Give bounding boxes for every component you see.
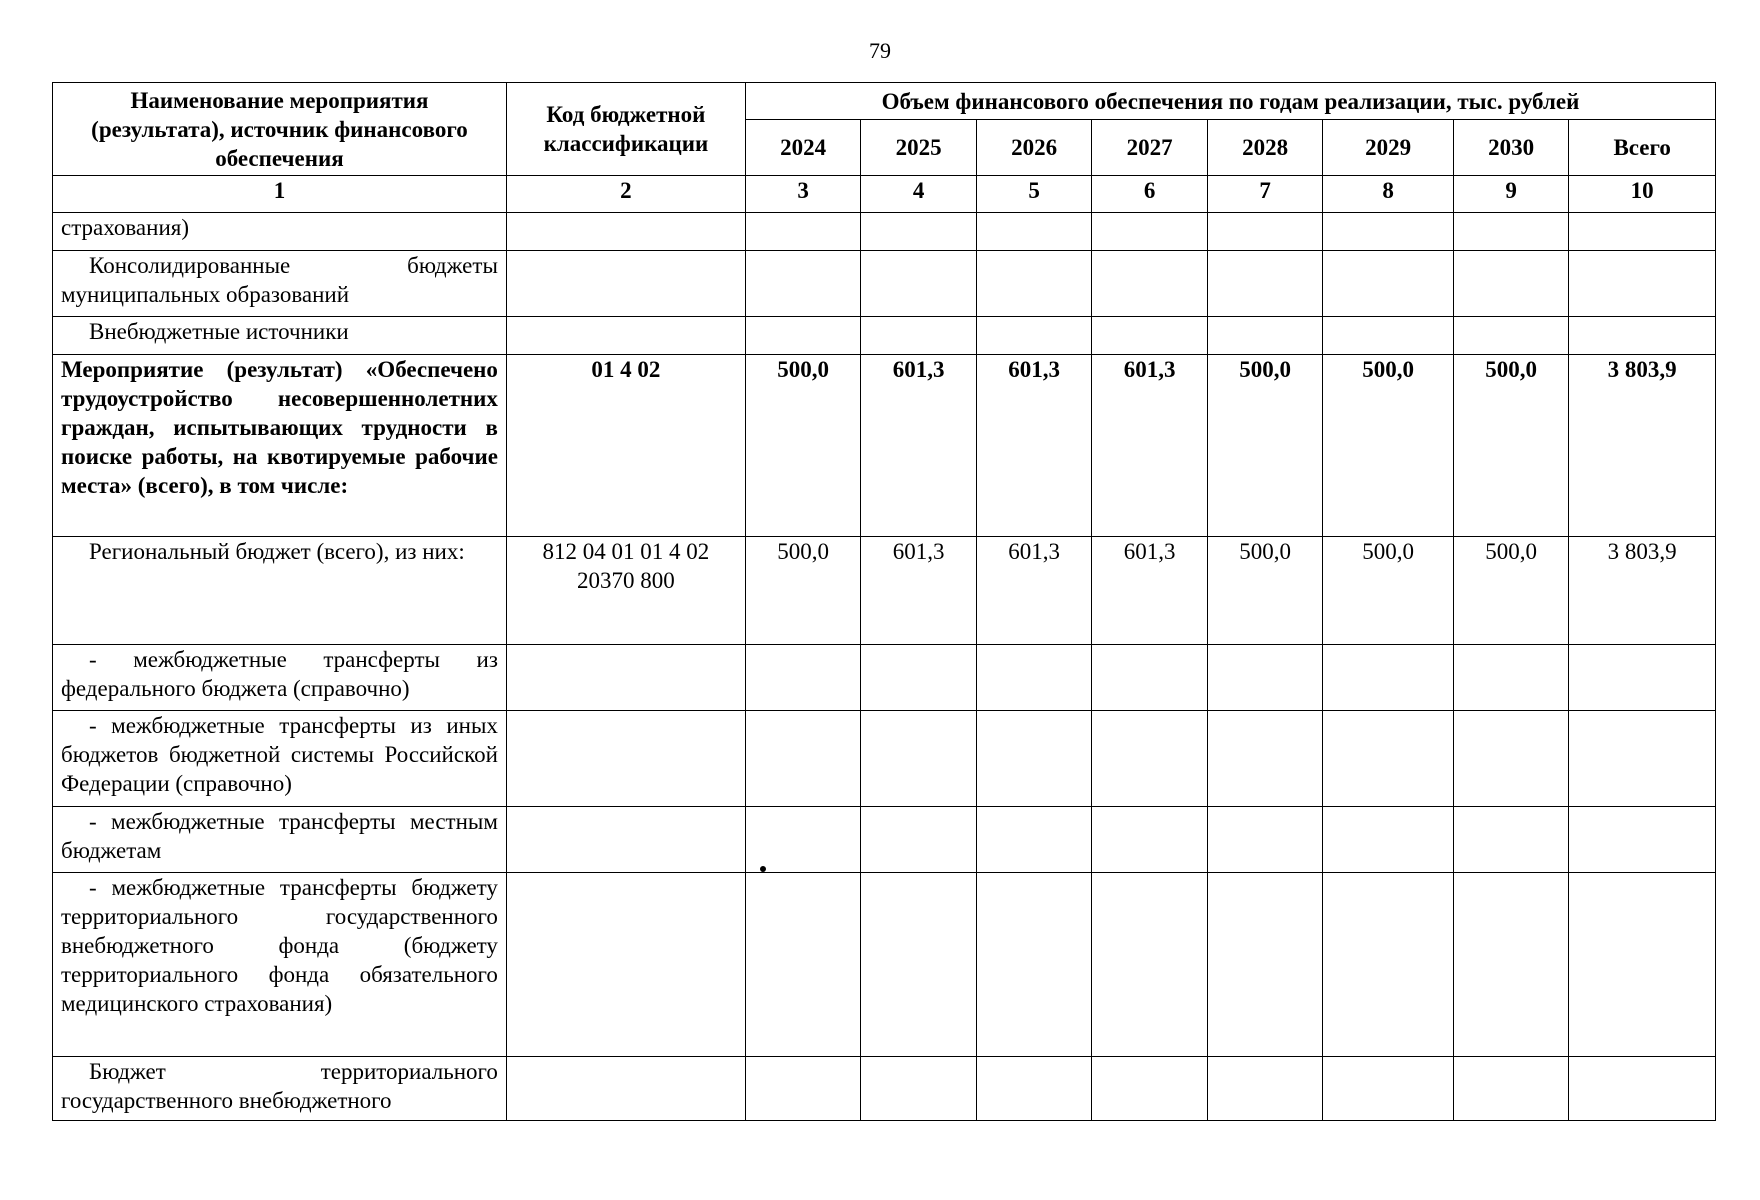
table-row	[53, 355, 1716, 537]
row-value	[976, 645, 1091, 711]
table-row	[53, 251, 1716, 317]
row-value	[976, 807, 1091, 873]
row-name: Мероприятие (результат) «Обеспечено трудоустройство несовершеннолетних граждан, испытывающих трудности в поиске работы, на квотируемые рабочие места» (всего), в том числе:	[53, 355, 507, 537]
row-value	[1092, 645, 1207, 711]
row-total: 3 803,9	[1569, 537, 1716, 645]
row-value	[1092, 873, 1207, 1057]
row-value	[976, 213, 1091, 251]
row-code	[506, 645, 745, 711]
row-value	[745, 645, 860, 711]
column-index: 2	[506, 176, 745, 213]
table-row	[53, 317, 1716, 355]
row-value	[745, 317, 860, 355]
row-value	[1092, 807, 1207, 873]
row-total	[1569, 251, 1716, 317]
row-value	[861, 251, 976, 317]
column-index: 10	[1569, 176, 1716, 213]
row-total	[1569, 645, 1716, 711]
row-value	[1453, 251, 1568, 317]
row-code: 01 4 02	[506, 355, 745, 537]
row-value	[1092, 317, 1207, 355]
row-value	[1323, 213, 1454, 251]
row-value	[1207, 251, 1322, 317]
row-value: 500,0	[1207, 355, 1322, 537]
row-name: - межбюджетные трансферты из федерального бюджета (справочно)	[53, 645, 507, 711]
row-value	[1092, 1057, 1207, 1121]
row-total	[1569, 1057, 1716, 1121]
row-value	[1207, 873, 1322, 1057]
header-volume: Объем финансового обеспечения по годам реализации, тыс. рублей	[745, 83, 1715, 120]
row-value	[1207, 317, 1322, 355]
header-year: 2028	[1207, 120, 1322, 176]
row-value	[861, 645, 976, 711]
financing-table	[52, 82, 1716, 1121]
row-value	[1453, 807, 1568, 873]
header-year: 2024	[745, 120, 860, 176]
row-value: 601,3	[976, 537, 1091, 645]
row-value	[1453, 711, 1568, 807]
header-name: Наименование мероприятия (результата), источник финансового обеспечения	[53, 83, 507, 176]
table-row	[53, 645, 1716, 711]
row-value	[1453, 1057, 1568, 1121]
table-row	[53, 711, 1716, 807]
row-value: 601,3	[1092, 537, 1207, 645]
row-value	[1323, 645, 1454, 711]
row-value: 500,0	[1453, 537, 1568, 645]
row-value	[861, 711, 976, 807]
table-row	[53, 537, 1716, 645]
page-number: 79	[869, 38, 891, 63]
row-value	[1453, 645, 1568, 711]
row-code	[506, 1057, 745, 1121]
header-year: 2025	[861, 120, 976, 176]
row-value	[1323, 251, 1454, 317]
row-code	[506, 213, 745, 251]
scan-mark	[760, 866, 766, 872]
table-row	[53, 807, 1716, 873]
row-value	[861, 317, 976, 355]
header-row-1	[53, 83, 1716, 120]
row-name: Бюджет территориального государственного внебюджетного	[53, 1057, 507, 1121]
row-value	[1092, 213, 1207, 251]
column-index: 5	[976, 176, 1091, 213]
row-value	[1207, 1057, 1322, 1121]
row-value	[1092, 711, 1207, 807]
row-value	[861, 807, 976, 873]
row-value: 601,3	[1092, 355, 1207, 537]
row-value	[976, 873, 1091, 1057]
row-value	[745, 251, 860, 317]
row-value: 500,0	[1453, 355, 1568, 537]
row-name: - межбюджетные трансферты местным бюджетам	[53, 807, 507, 873]
row-value	[1207, 645, 1322, 711]
row-value	[745, 711, 860, 807]
row-total	[1569, 213, 1716, 251]
column-index: 1	[53, 176, 507, 213]
row-name: Консолидированные бюджеты муниципальных образований	[53, 251, 507, 317]
row-value	[861, 873, 976, 1057]
row-total	[1569, 711, 1716, 807]
row-value	[1323, 1057, 1454, 1121]
row-name: - межбюджетные трансферты бюджету территориального государственного внебюджетного фонда (бюджету территориального фонда обязательного медицинского страхования)	[53, 873, 507, 1057]
row-code	[506, 807, 745, 873]
header-year: 2026	[976, 120, 1091, 176]
row-value	[745, 807, 860, 873]
row-code	[506, 873, 745, 1057]
row-total	[1569, 873, 1716, 1057]
table-row	[53, 213, 1716, 251]
row-name: Внебюджетные источники	[53, 317, 507, 355]
row-value	[745, 873, 860, 1057]
row-code	[506, 251, 745, 317]
row-name: Региональный бюджет (всего), из них:	[53, 537, 507, 645]
column-index-row	[53, 176, 1716, 213]
table-row	[53, 873, 1716, 1057]
row-value: 601,3	[976, 355, 1091, 537]
row-value: 500,0	[1323, 537, 1454, 645]
row-value	[976, 1057, 1091, 1121]
row-code	[506, 711, 745, 807]
row-total: 3 803,9	[1569, 355, 1716, 537]
row-total	[1569, 807, 1716, 873]
row-value: 601,3	[861, 537, 976, 645]
row-code: 812 04 01 01 4 02 20370 800	[506, 537, 745, 645]
row-value	[1207, 807, 1322, 873]
row-value	[745, 213, 860, 251]
table-row	[53, 1057, 1716, 1121]
column-index: 8	[1323, 176, 1454, 213]
row-value	[1092, 251, 1207, 317]
row-value: 601,3	[861, 355, 976, 537]
row-value	[1323, 807, 1454, 873]
row-value	[861, 213, 976, 251]
row-value: 500,0	[745, 537, 860, 645]
row-value	[861, 1057, 976, 1121]
column-index: 6	[1092, 176, 1207, 213]
row-value	[1207, 213, 1322, 251]
row-value	[1453, 213, 1568, 251]
row-value: 500,0	[745, 355, 860, 537]
header-year: 2030	[1453, 120, 1568, 176]
row-value	[976, 317, 1091, 355]
row-value	[1323, 317, 1454, 355]
header-year: 2027	[1092, 120, 1207, 176]
header-code: Код бюджетной классификации	[506, 83, 745, 176]
header-year: 2029	[1323, 120, 1454, 176]
row-total	[1569, 317, 1716, 355]
row-code	[506, 317, 745, 355]
row-value	[1323, 711, 1454, 807]
row-name: - межбюджетные трансферты из иных бюджетов бюджетной системы Российской Федерации (справочно)	[53, 711, 507, 807]
column-index: 9	[1453, 176, 1568, 213]
row-value	[976, 251, 1091, 317]
column-index: 3	[745, 176, 860, 213]
row-value	[745, 1057, 860, 1121]
row-value	[976, 711, 1091, 807]
row-value: 500,0	[1207, 537, 1322, 645]
column-index: 4	[861, 176, 976, 213]
row-value	[1323, 873, 1454, 1057]
row-name: страхования)	[53, 213, 507, 251]
row-value	[1453, 873, 1568, 1057]
row-value	[1453, 317, 1568, 355]
column-index: 7	[1207, 176, 1322, 213]
row-value: 500,0	[1323, 355, 1454, 537]
header-total: Всего	[1569, 120, 1716, 176]
row-value	[1207, 711, 1322, 807]
